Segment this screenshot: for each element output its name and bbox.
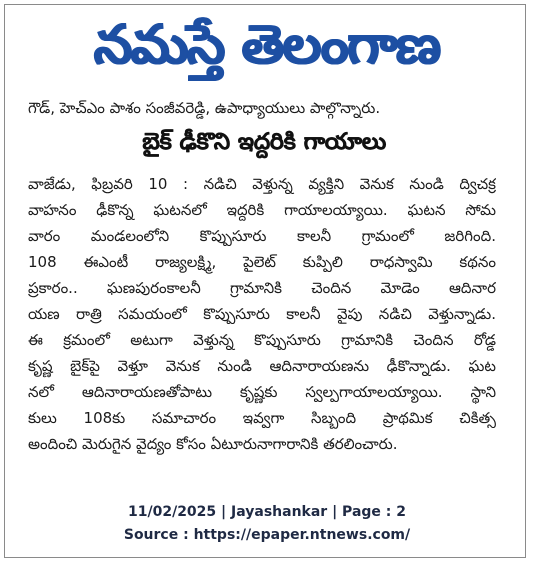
article-line: కులు 108కు సమాచారం ఇవ్వగా సిబ్బంది ప్రాథమిక చికిత్స (28, 409, 496, 427)
article-line: ప్రకారం.. ఘణపురంకాలనీ గ్రామానికి చెందిన మోడెం ఆదినార (28, 279, 496, 297)
article-line: 108 ఈఎంటీ రాజ్యలక్ష్మి, పైలెట్ కుప్పిలి రాధస్వామి కథనం (28, 253, 496, 271)
article-line: కృష్ణ బైక్‌పై వెళ్తూ వెనుక నుండి ఆదినారాయణను ఢీకొన్నాడు. ఘట (28, 357, 496, 375)
article-line: అందించి మెరుగైన వైద్యం కోసం ఏటూరునాగారానికి తరలించారు. (28, 435, 398, 453)
footer-info: 11/02/2025 | Jayashankar | Page : 2 (128, 504, 406, 520)
article-clipping (8, 96, 520, 484)
footer-source: Source : https://epaper.ntnews.com/ (123, 527, 411, 543)
article-line: వాహనం ఢీకొన్న ఘటనలో ఇద్దరికి గాయాలయ్యాయి. ఘటన సోమ (28, 201, 496, 219)
article-line: ఈ క్రమంలో అటుగా వెళ్తున్న కొప్పుసూరు గ్రామానికి చెందిన రోడ్డ (28, 331, 496, 349)
article-top-line: గౌడ్, హెచ్ఎం పాశం సంజీవరెడ్డి, ఉపాధ్యాయులు పాల్గొన్నారు. (28, 99, 381, 117)
article-line: వాజేడు, ఫిబ్రవరి 10 : నడిచి వెళ్తున్న వ్యక్తిని వెనుక నుండి ద్విచక్ర (28, 175, 496, 193)
article-headline: బైక్ ఢీకొని ఇద్దరికి గాయాలు (142, 129, 386, 155)
article-line: వారం మండలంలోని కొప్పుసూరు కాలనీ గ్రామంలో జరిగింది. (28, 227, 496, 245)
newspaper-masthead: నమస్తే తెలంగాణ (94, 13, 440, 76)
article-line: యణ రాత్రి సమయంలో కొప్పుసూరు కాలనీ వైపు నడిచి వెళ్తున్నాడు. (28, 305, 496, 323)
article-line: నలో ఆదినారాయణతోపాటు కృష్ణకు స్వల్పగాయాలయ్యాయి. స్థాని (28, 383, 496, 401)
